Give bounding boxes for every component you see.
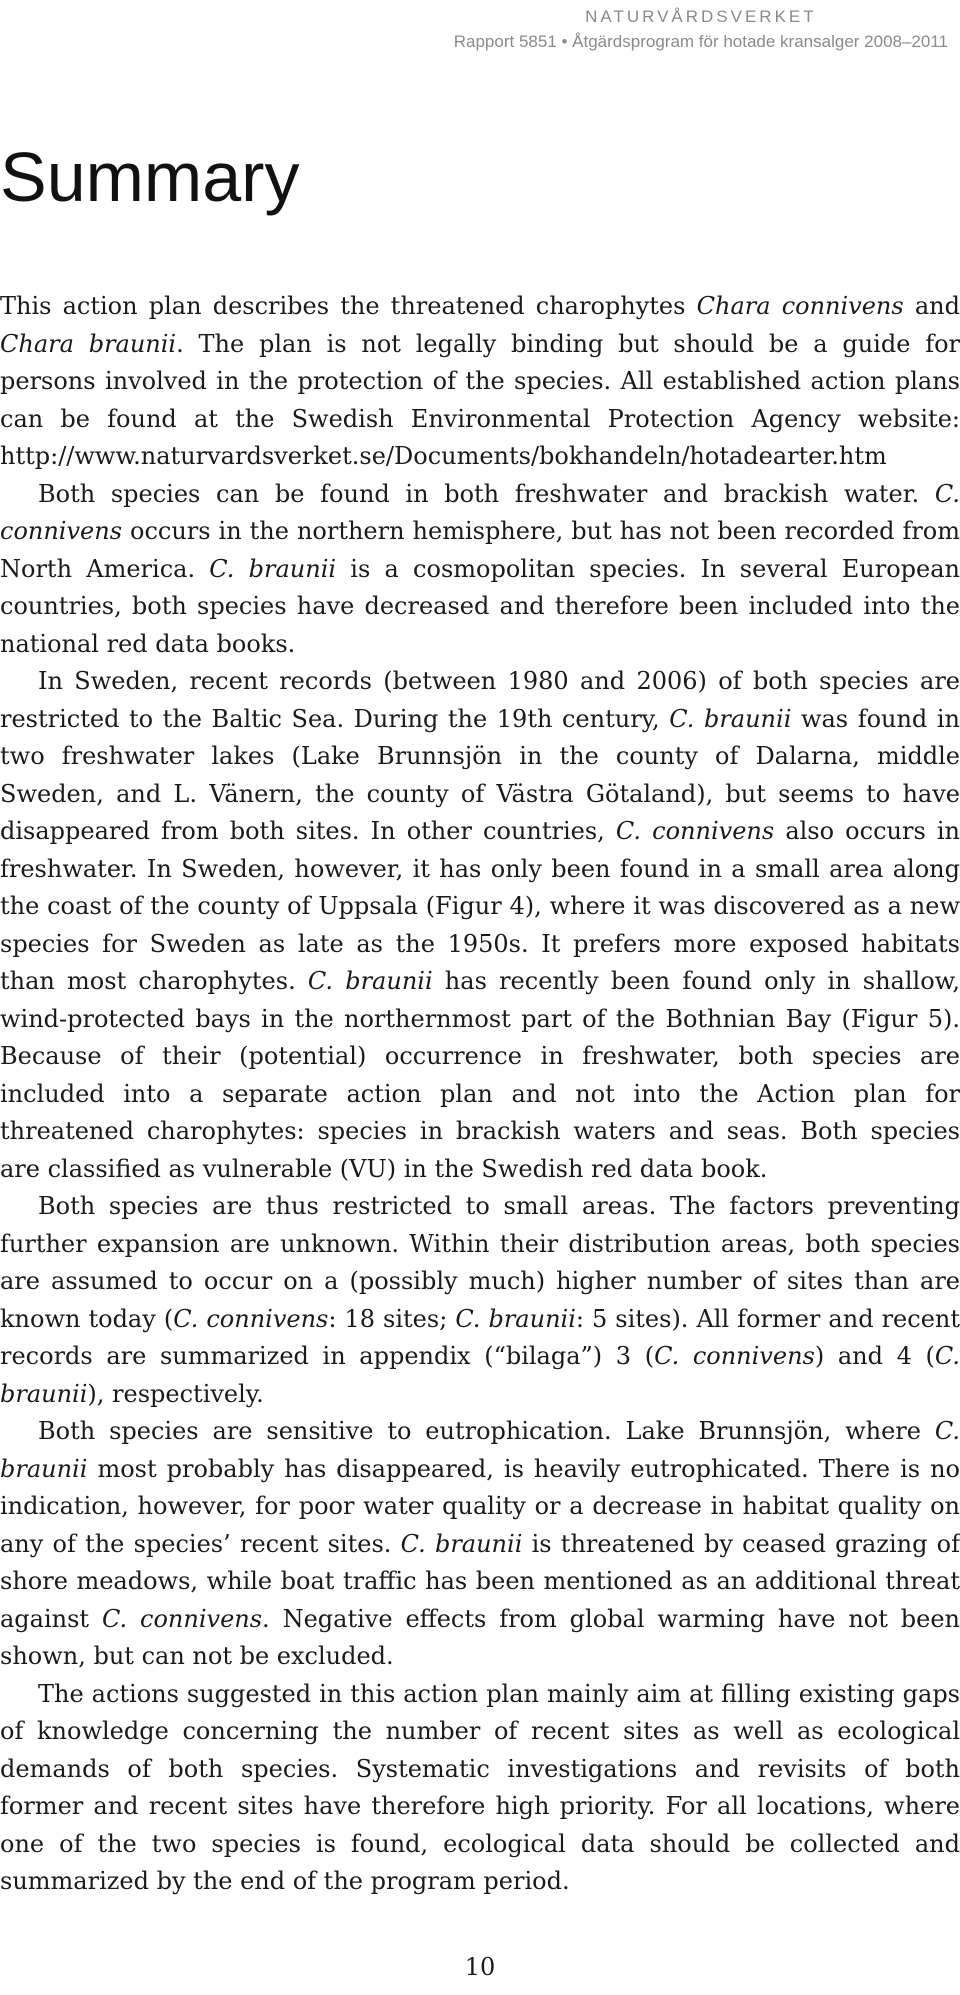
species-name: C. connivens [101, 1604, 263, 1633]
text-run: most probably has disappeared, is heavily eutrophicated. There is no indication, however, for poor water quality or a decrease in habitat quality on any of the species’ recent sites. [0, 1454, 960, 1558]
summary-paragraph [0, 476, 960, 664]
page-header [454, 6, 948, 54]
text-run: This action plan describes the threatened charophytes [0, 292, 697, 320]
species-name: C. connivens [0, 479, 960, 545]
text-run: : 18 sites; [328, 1304, 456, 1333]
text-run: was found in two freshwater lakes (Lake Brunnsjön in the county of Dalarna, middle Sweden, and L. Vänern, the county of Västra Götaland), but seems to have disappeared from both sites. In other countries, [0, 704, 960, 845]
text-run: ), respectively. [87, 1379, 264, 1408]
species-name: C. braunii [455, 1304, 576, 1333]
text-run: : 5 sites). All former and recent records are summarized in appendix (“bilaga”) 3 ( [0, 1304, 960, 1370]
text-run: has recently been found only in shallow, wind-protected bays in the northernmost part of the Bothnian Bay (Figur 5). Because of their (potential) occurrence in freshwater, both species are included into a separate action plan and not into the Action plan for threatened charophytes: species in brackish waters and seas. Both species are classified as vulnerable (VU) in the Swedish red data book. [0, 967, 960, 1183]
summary-paragraph [0, 288, 960, 476]
species-name: C. braunii [307, 967, 433, 995]
species-name: C. braunii [0, 1342, 960, 1408]
text-run: is a cosmopolitan species. In several European countries, both species have decreased and therefore been included into the national red data books. [0, 554, 960, 658]
text-run: Both species are thus restricted to small areas. The factors preventing further expansion are unknown. Within their distribution areas, both species are assumed to occur on a (possibly much) higher number of sites than are known today ( [0, 1192, 960, 1333]
species-name: Chara braunii [0, 329, 177, 358]
species-name: C. braunii [669, 704, 792, 733]
species-name: C. connivens [173, 1304, 329, 1333]
species-name: C. connivens [654, 1342, 815, 1370]
text-run: is threatened by ceased grazing of shore meadows, while boat traffic has been mentioned as an additional threat against [0, 1529, 960, 1633]
summary-paragraph [0, 1188, 960, 1413]
header-organization: NATURVÅRDSVERKET [585, 7, 817, 26]
text-run: ) and 4 ( [814, 1342, 935, 1370]
summary-paragraph [0, 663, 960, 1188]
text-run: In Sweden, recent records (between 1980 and 2006) of both species are restricted to the Baltic Sea. During the 19th century, [0, 667, 960, 733]
text-run: . Negative effects from global warming have not been shown, but can not be excluded. [0, 1604, 960, 1670]
text-run: and [903, 292, 960, 320]
text-run: occurs in the northern hemisphere, but has not been recorded from North America. [0, 517, 960, 583]
text-run: The actions suggested in this action plan mainly aim at filling existing gaps of knowledge concerning the number of recent sites as well as ecological demands of both species. Systematic investigations and revisits of both former and recent sites have therefore high priority. For all locations, where one of the two species is found, ecological data should be collected and summarized by the end of the program period. [0, 1679, 960, 1895]
species-name: C. braunii [400, 1529, 523, 1558]
header-report-line: Rapport 5851 • Åtgärdsprogram för hotade kransalger 2008–2011 [453, 32, 948, 51]
text-run: also occurs in freshwater. In Sweden, however, it has only been found in a small area along the coast of the county of Uppsala (Figur 4), where it was discovered as a new species for Sweden as late as the 1950s. It prefers more exposed habitats than most charophytes. [0, 817, 960, 995]
summary-body [0, 288, 960, 1901]
text-run: Both species can be found in both freshwater and brackish water. [38, 479, 935, 508]
text-run: . The plan is not legally binding but should be a guide for persons involved in the protection of the species. All established action plans can be found at the Swedish Environmental Protection Agency website: http://www.naturvardsverket.se/Documents/bokhandeln/hotadearter.htm [0, 329, 960, 470]
species-name: Chara connivens [696, 292, 904, 320]
summary-paragraph [0, 1413, 960, 1676]
summary-paragraph [0, 1676, 960, 1901]
page-number: 10 [464, 1953, 496, 1981]
text-run: Both species are sensitive to eutrophication. Lake Brunnsjön, where [38, 1417, 935, 1445]
species-name: C. connivens [615, 817, 775, 845]
page-title: Summary [0, 138, 300, 216]
species-name: C. braunii [0, 1417, 960, 1483]
species-name: C. braunii [209, 554, 337, 583]
